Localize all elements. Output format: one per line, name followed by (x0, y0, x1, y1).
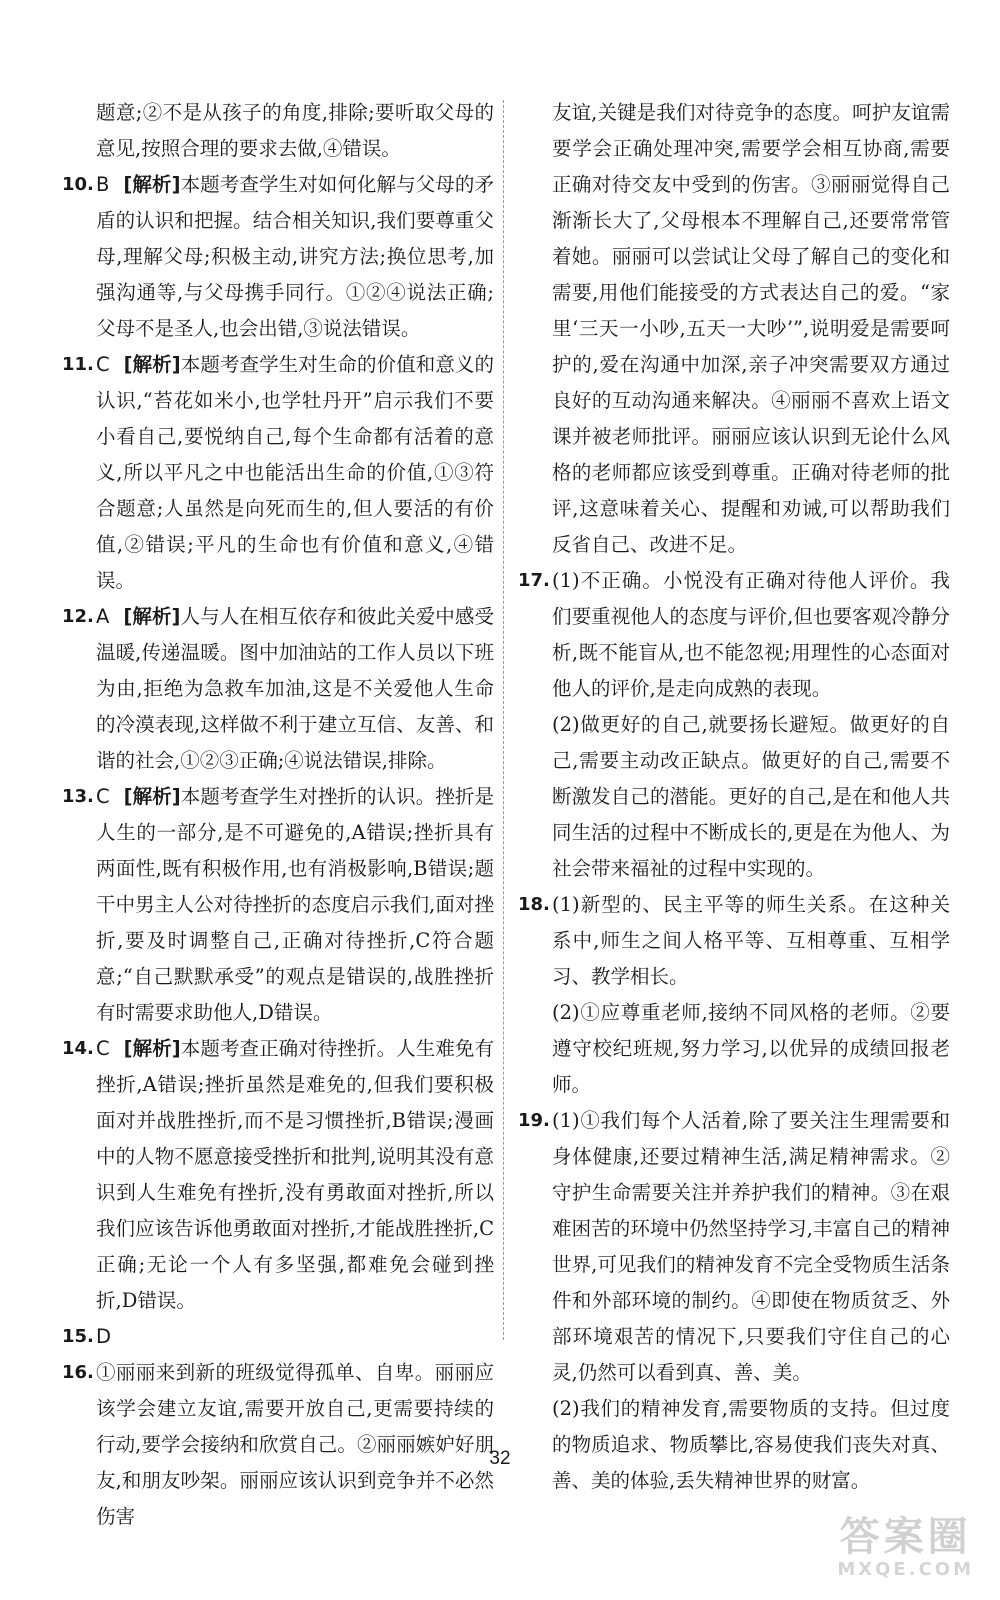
item-body (96, 1031, 494, 1319)
analysis-text: ①丽丽来到新的班级觉得孤单、自卑。丽丽应该学会建立友谊,需要开放自己,更需要持续的行动,要学会接纳和欣赏自己。②丽丽嫉妒好朋友,和朋友吵架。丽丽应该认识到竞争并不必然伤害 (96, 1361, 494, 1528)
item-number: 15. (62, 1326, 94, 1347)
analysis-text: 本题考查学生对生命的价值和意义的认识,“苔花如米小,也学牡丹开”启示我们不要小看自己,要悦纳自己,每个生命都有活着的意义,所以平凡之中也能活出生命的价值,①③符合题意;人虽然是向死而生的,但人要活的有价值,②错误;平凡的生命也有价值和意义,④错误。 (96, 353, 494, 592)
analysis-tag: [解析] (123, 353, 181, 376)
watermark-logo: 答案圈 (839, 1514, 972, 1560)
answer-letter: C (96, 353, 110, 376)
analysis-text: 人与人在相互依存和彼此关爱中感受温暖,传递温暖。图中加油站的工作人员以下班为由,拒绝为急救车加油,这是不关爱他人生命的冷漠表现,这样做不利于建立互信、友善、和谐的社会,①②③正确;④说法错误,排除。 (96, 605, 494, 772)
sub-answer-2: (2)做更好的自己,就要扬长避短。做更好的自己,需要主动改正缺点。做更好的自己,需要不断激发自己的潜能。更好的自己,是在和他人共同生活的过程中不断成长的,更是在为他人、为社会带来福祉的过程中实现的。 (552, 713, 950, 880)
item-number: 13. (62, 786, 94, 807)
item-body (96, 1319, 494, 1355)
sub-answer-2: (2)我们的精神发育,需要物质的支持。但过度的物质追求、物质攀比,容易使我们丧失对真、善、美的体验,丢失精神世界的财富。 (552, 1397, 950, 1492)
sub-answer-1: (1)新型的、民主平等的师生关系。在这种关系中,师生之间人格平等、互相尊重、互相学习、教学相长。 (552, 893, 950, 988)
right-intro-paragraph: 友谊,关键是我们对待竞争的态度。呵护友谊需要学会正确处理冲突,需要学会相互协商,需要正确对待交友中受到的伤害。③丽丽觉得自己渐渐长大了,父母根本不理解自己,还要常常管着她。丽丽可以尝试让父母了解自己的变化和需要,用他们能接受的方式表达自己的爱。“家里‘三天一小吵,五天一大吵’”,说明爱是需要呵护的,爱在沟通中加深,亲子冲突需要双方通过良好的互动沟通来解决。④丽丽不喜欢上语文课并被老师批评。丽丽应该认识到无论什么风格的老师都应该受到尊重。正确对待老师的批评,这意味着关心、提醒和劝诫,可以帮助我们反省自己、改进不足。 (552, 101, 950, 556)
sub-answer-1: (1)不正确。小悦没有正确对待他人评价。我们要重视他人的态度与评价,但也要客观冷静分析,既不能盲从,也不能忽视;用理性的心态面对他人的评价,是走向成熟的表现。 (552, 569, 950, 700)
answer-letter: D (96, 1325, 112, 1348)
sub-answer-1: (1)①我们每个人活着,除了要关注生理需要和身体健康,还要过精神生活,满足精神需求。②守护生命需要关注并养护我们的精神。③在艰难困苦的环境中仍然坚持学习,丰富自己的精神世界,可见我们的精神发育不完全受物质生活条件和外部环境的制约。④即使在物质贫乏、外部环境艰苦的情况下,只要我们守住自己的心灵,仍然可以看到真、善、美。 (552, 1109, 950, 1384)
answer-item-19 (518, 1103, 950, 1499)
answer-item-11 (62, 347, 494, 599)
item-number: 18. (518, 894, 550, 915)
page-number: 32 (489, 1448, 511, 1469)
watermark (837, 1515, 974, 1580)
item-body (96, 1355, 494, 1535)
answer-letter: B (96, 173, 110, 196)
analysis-tag: [解析] (123, 1037, 181, 1060)
analysis-text: 本题考查学生对挫折的认识。挫折是人生的一部分,是不可避免的,A错误;挫折具有两面性,既有积极作用,也有消极影响,B错误;题干中男主人公对待挫折的态度启示我们,面对挫折,要及时调整自己,正确对待挫折,C符合题意;“自己默默承受”的观点是错误的,战胜挫折有时需要求助他人,D错误。 (96, 785, 494, 1024)
item-number: 12. (62, 606, 94, 627)
analysis-tag: [解析] (123, 785, 181, 808)
answer-item-14 (62, 1031, 494, 1319)
answer-item-10 (62, 167, 494, 347)
item-body (96, 599, 494, 779)
answer-item-18 (518, 887, 950, 1103)
answer-letter: C (96, 785, 110, 808)
right-column (518, 95, 950, 1499)
analysis-text: 本题考查学生对如何化解与父母的矛盾的认识和把握。结合相关知识,我们要尊重父母,理解父母;积极主动,讲究方法;换位思考,加强沟通等,与父母携手同行。①②④说法正确;父母不是圣人,也会出错,③说法错误。 (96, 173, 494, 340)
answer-letter: A (96, 605, 110, 628)
item-number: 11. (62, 354, 94, 375)
item-number: 10. (62, 174, 94, 195)
left-column (62, 95, 494, 1535)
answer-item-15 (62, 1319, 494, 1355)
analysis-tag: [解析] (123, 173, 181, 196)
answer-item-13 (62, 779, 494, 1031)
item-body (96, 167, 494, 347)
item-body (96, 347, 494, 599)
analysis-tag: [解析] (123, 605, 181, 628)
watermark-url: MXQE.COM (837, 1559, 974, 1580)
item-number: 19. (518, 1110, 550, 1131)
answer-item-17 (518, 563, 950, 887)
item-body (96, 779, 494, 1031)
answer-letter: C (96, 1037, 110, 1060)
answer-item-12 (62, 599, 494, 779)
column-divider (503, 100, 504, 1340)
answer-item-16 (62, 1355, 494, 1535)
item-number: 14. (62, 1038, 94, 1059)
item-number: 17. (518, 570, 550, 591)
analysis-text: 本题考查正确对待挫折。人生难免有挫折,A错误;挫折虽然是难免的,但我们要积极面对并战胜挫折,而不是习惯挫折,B错误;漫画中的人物不愿意接受挫折和批判,说明其没有意识到人生难免有挫折,没有勇敢面对挫折,所以我们应该告诉他勇敢面对挫折,才能战胜挫折,C正确;无论一个人有多坚强,都难免会碰到挫折,D错误。 (96, 1037, 494, 1312)
item-number: 16. (62, 1362, 94, 1383)
sub-answer-2: (2)①应尊重老师,接纳不同风格的老师。②要遵守校纪班规,努力学习,以优异的成绩回报老师。 (552, 1001, 950, 1096)
left-intro-paragraph: 题意;②不是从孩子的角度,排除;要听取父母的意见,按照合理的要求去做,④错误。 (96, 101, 494, 160)
